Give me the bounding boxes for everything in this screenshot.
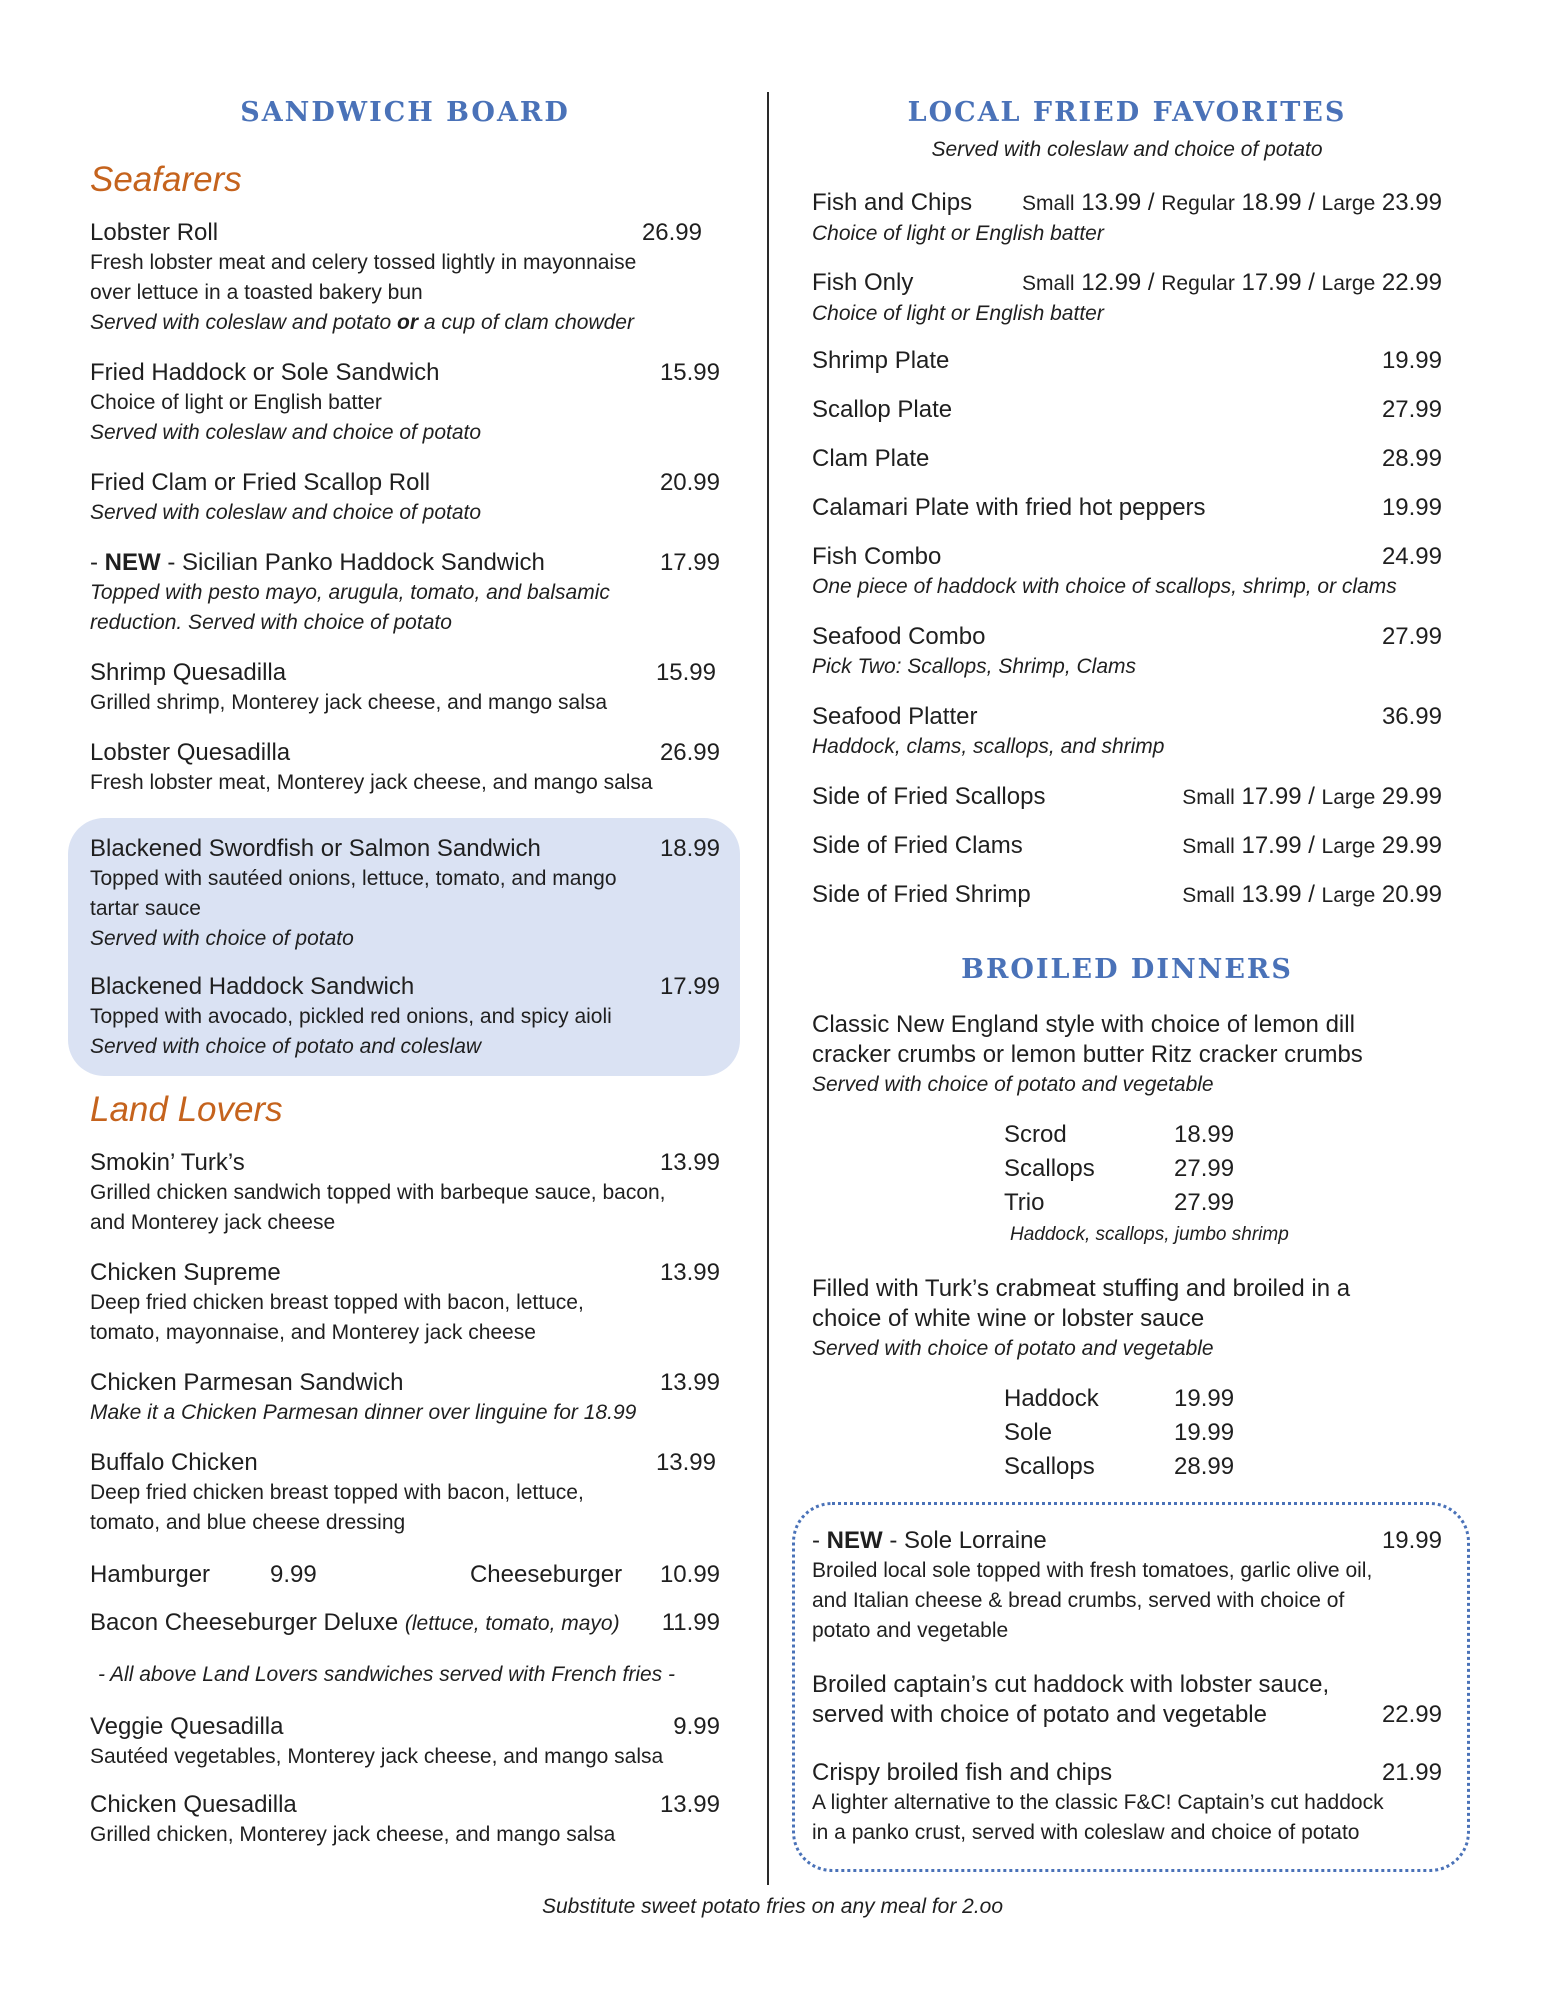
menu-item-side-fried-shrimp — [812, 880, 1442, 911]
menu-item-chicken-quesadilla — [90, 1790, 720, 1850]
menu-item-crispy-broiled-fish — [812, 1758, 1442, 1848]
item-name: Smokin’ Turk’s — [90, 1149, 245, 1176]
menu-item-burgers — [90, 1560, 720, 1590]
menu-item-fish-only — [812, 268, 1442, 329]
item-price: 13.99 — [655, 1449, 716, 1476]
menu-item-clam-plate — [812, 444, 1442, 474]
item-description: Fresh lobster meat and celery tossed lightly in mayonnaise — [90, 251, 637, 274]
item-price: 26.99 — [659, 739, 720, 766]
item-price: 13.99 — [659, 1791, 720, 1818]
item-prices: Small 13.99 / Large 20.99 — [1182, 881, 1442, 908]
trio-note: Haddock, scallops, jumbo shrimp — [1010, 1224, 1289, 1245]
item-name: Buffalo Chicken — [90, 1449, 258, 1476]
cheeseburger-price: 10.99 — [659, 1561, 721, 1588]
item-serving-note: Choice of light or English batter — [812, 302, 1104, 325]
menu-item-blackened-haddock — [90, 972, 720, 1062]
item-serving-note: Choice of light or English batter — [812, 222, 1104, 245]
item-name: Veggie Quesadilla — [90, 1713, 284, 1740]
price-row: Haddock 19.99 — [1004, 1385, 1235, 1412]
broiled-stuffed-description: choice of white wine or lobster sauce — [812, 1305, 1205, 1332]
price-row: Sole 19.99 — [1004, 1419, 1235, 1446]
broiled-stuffed-description: Filled with Turk’s crabmeat stuffing and broiled in a — [812, 1275, 1351, 1302]
section-subtitle: Served with coleslaw and choice of potato — [931, 138, 1323, 161]
item-description: Grilled chicken, Monterey jack cheese, and mango salsa — [90, 1823, 616, 1846]
menu-item-fried-haddock-sandwich — [90, 358, 720, 448]
menu-item-bacon-cheeseburger — [90, 1608, 720, 1639]
item-description: and Italian cheese & bread crumbs, served with choice of — [812, 1589, 1345, 1612]
item-description: and Monterey jack cheese — [90, 1211, 336, 1234]
price-row: Scallops 27.99 — [1004, 1155, 1235, 1182]
menu-item-veggie-quesadilla — [90, 1712, 720, 1772]
item-price: 13.99 — [659, 1259, 720, 1286]
item-price: 20.99 — [659, 469, 720, 496]
item-name: Shrimp Quesadilla — [90, 659, 287, 686]
item-price: 11.99 — [661, 1609, 720, 1636]
item-price: 18.99 — [659, 835, 720, 862]
menu-item-lobster-roll — [90, 218, 720, 338]
item-serving-note: Served with coleslaw and choice of potato — [90, 501, 482, 524]
item-serving-note: Served with choice of potato — [90, 927, 354, 950]
menu-item-seafood-platter — [812, 702, 1442, 762]
item-name: Chicken Quesadilla — [90, 1791, 297, 1818]
item-price: 15.99 — [659, 359, 720, 386]
item-name: Fish and Chips — [812, 189, 973, 216]
item-name: Side of Fried Scallops — [812, 783, 1046, 810]
price-row: Scrod 18.99 — [1004, 1121, 1235, 1148]
item-serving-note: Pick Two: Scallops, Shrimp, Clams — [812, 655, 1137, 678]
item-price: 19.99 — [1381, 347, 1442, 374]
item-serving-note: Served with choice of potato and vegetable — [812, 1073, 1214, 1096]
price-row: Trio 27.99 — [1004, 1189, 1235, 1216]
item-name: Lobster Quesadilla — [90, 739, 291, 766]
menu-item-fish-and-chips — [812, 188, 1442, 249]
subsection-title-seafarers: Seafarers — [90, 160, 242, 199]
item-price: 17.99 — [659, 973, 720, 1000]
item-serving-note: Served with coleslaw and choice of potato — [90, 421, 482, 444]
item-name: Clam Plate — [812, 445, 930, 472]
item-description: over lettuce in a toasted bakery bun — [90, 281, 423, 304]
item-price: 13.99 — [659, 1369, 720, 1396]
item-description: reduction. Served with choice of potato — [90, 611, 452, 634]
item-serving-note: Served with choice of potato and vegetable — [812, 1337, 1214, 1360]
item-description: Grilled shrimp, Monterey jack cheese, and mango salsa — [90, 691, 608, 714]
item-name: Fish Combo — [812, 543, 942, 570]
item-serving-note: Make it a Chicken Parmesan dinner over linguine for 18.99 — [90, 1401, 637, 1424]
item-name: Broiled captain’s cut haddock with lobster sauce, — [812, 1671, 1330, 1698]
column-divider — [767, 92, 769, 1885]
item-prices: Small 17.99 / Large 29.99 — [1182, 783, 1442, 810]
menu-item-blackened-swordfish — [90, 834, 720, 954]
new-badge: NEW — [104, 549, 161, 576]
hamburger-name: Hamburger — [90, 1561, 211, 1588]
item-name: Blackened Swordfish or Salmon Sandwich — [90, 835, 541, 862]
menu-item-side-fried-clams — [812, 831, 1442, 862]
item-prices: Small 13.99 / Regular 18.99 / Large 23.99 — [1022, 189, 1442, 216]
item-price: 36.99 — [1381, 703, 1442, 730]
section-title-local-fried-favorites: LOCAL FRIED FAVORITES — [907, 97, 1347, 128]
item-name: Fried Clam or Fried Scallop Roll — [90, 469, 431, 496]
item-name: served with choice of potato and vegetable — [812, 1701, 1267, 1728]
broiled-classic-description: cracker crumbs or lemon butter Ritz cracker crumbs — [812, 1041, 1363, 1068]
broiled-classic-prices — [1004, 1118, 1234, 1220]
item-description: potato and vegetable — [812, 1619, 1009, 1642]
menu-item-seafood-combo — [812, 622, 1442, 682]
broiled-stuffed-block — [812, 1274, 1442, 1364]
item-price: 24.99 — [1381, 543, 1442, 570]
menu-item-chicken-supreme — [90, 1258, 720, 1348]
item-name: Shrimp Plate — [812, 347, 950, 374]
item-name: Side of Fried Clams — [812, 832, 1023, 859]
menu-item-lobster-quesadilla — [90, 738, 720, 798]
item-description: Fresh lobster meat, Monterey jack cheese, and mango salsa — [90, 771, 653, 794]
item-price: 21.99 — [1381, 1759, 1442, 1786]
item-description: Choice of light or English batter — [90, 391, 382, 414]
item-name: Seafood Combo — [812, 623, 986, 650]
item-serving-note: One piece of haddock with choice of scallops, shrimp, or clams — [812, 575, 1397, 598]
menu-item-fried-clam-roll — [90, 468, 720, 528]
item-prices: Small 12.99 / Regular 17.99 / Large 22.99 — [1022, 269, 1442, 296]
item-price: 27.99 — [1381, 623, 1442, 650]
item-price: 17.99 — [659, 549, 720, 576]
item-description: Topped with sautéed onions, lettuce, tomato, and mango — [90, 867, 617, 890]
item-name: Fish Only — [812, 269, 914, 296]
price-row: Scallops 28.99 — [1004, 1453, 1235, 1480]
item-description: tomato, mayonnaise, and Monterey jack cheese — [90, 1321, 536, 1344]
subsection-title-land-lovers: Land Lovers — [90, 1090, 283, 1129]
menu-item-chicken-parmesan — [90, 1368, 720, 1428]
item-name: Side of Fried Shrimp — [812, 881, 1031, 908]
item-name: Bacon Cheeseburger Deluxe (lettuce, tomato, mayo) — [90, 1609, 620, 1636]
item-description: Grilled chicken sandwich topped with barbeque sauce, bacon, — [90, 1181, 666, 1204]
item-name: - NEW - Sicilian Panko Haddock Sandwich — [90, 549, 545, 576]
menu-item-side-fried-scallops — [812, 782, 1442, 813]
cheeseburger-name: Cheeseburger — [469, 1561, 623, 1588]
item-name: Lobster Roll — [90, 219, 219, 246]
item-description: Deep fried chicken breast topped with bacon, lettuce, — [90, 1291, 584, 1314]
hamburger-price: 9.99 — [269, 1561, 317, 1588]
item-price: 26.99 — [641, 219, 702, 246]
item-price: 22.99 — [1381, 1701, 1442, 1728]
item-description: Deep fried chicken breast topped with bacon, lettuce, — [90, 1481, 584, 1504]
menu-item-fish-combo — [812, 542, 1442, 602]
menu-item-calamari-plate — [812, 493, 1442, 523]
item-serving-note: Served with choice of potato and coleslaw — [90, 1035, 482, 1058]
item-note: (lettuce, tomato, mayo) — [404, 1612, 620, 1635]
item-name: - NEW - Sole Lorraine — [812, 1527, 1047, 1554]
footer-note: Substitute sweet potato fries on any meal for 2.oo — [541, 1895, 1004, 1918]
menu-item-shrimp-quesadilla — [90, 658, 720, 718]
item-price: 13.99 — [659, 1149, 720, 1176]
item-serving-note: Haddock, clams, scallops, and shrimp — [812, 735, 1165, 758]
broiled-stuffed-prices — [1004, 1382, 1234, 1484]
menu-item-shrimp-plate — [812, 346, 1442, 376]
item-description: tartar sauce — [90, 897, 201, 920]
item-name: Fried Haddock or Sole Sandwich — [90, 359, 440, 386]
item-price: 28.99 — [1381, 445, 1442, 472]
menu-item-buffalo-chicken — [90, 1448, 720, 1538]
item-name: Blackened Haddock Sandwich — [90, 973, 415, 1000]
item-price: 15.99 — [655, 659, 716, 686]
broiled-classic-description: Classic New England style with choice of lemon dill — [812, 1011, 1355, 1038]
item-price: 19.99 — [1381, 494, 1442, 521]
item-description: Topped with pesto mayo, arugula, tomato, and balsamic — [90, 581, 610, 604]
item-price: 27.99 — [1381, 396, 1442, 423]
broiled-classic-block — [812, 1010, 1442, 1100]
item-prices: Small 17.99 / Large 29.99 — [1182, 832, 1442, 859]
item-description: tomato, and blue cheese dressing — [90, 1511, 406, 1534]
item-description: Topped with avocado, pickled red onions, and spicy aioli — [90, 1005, 612, 1028]
menu-item-sicilian-panko-haddock — [90, 548, 720, 638]
section-title-sandwich-board: SANDWICH BOARD — [240, 97, 570, 128]
item-name: Crispy broiled fish and chips — [812, 1759, 1113, 1786]
item-price: 19.99 — [1381, 1527, 1442, 1554]
menu-item-captains-cut-haddock — [812, 1670, 1442, 1730]
item-name: Calamari Plate with fried hot peppers — [812, 494, 1206, 521]
item-description: A lighter alternative to the classic F&C! Captain’s cut haddock — [812, 1791, 1384, 1814]
item-name: Seafood Platter — [812, 703, 978, 730]
menu-item-scallop-plate — [812, 395, 1442, 425]
item-description: in a panko crust, served with coleslaw and choice of potato — [812, 1821, 1360, 1844]
item-name: Chicken Supreme — [90, 1259, 281, 1286]
item-description: Sautéed vegetables, Monterey jack cheese, and mango salsa — [90, 1745, 664, 1768]
land-lovers-note: - All above Land Lovers sandwiches served with French fries - — [98, 1663, 675, 1686]
item-serving-note: Served with coleslaw and potato or a cup of clam chowder — [90, 311, 634, 334]
section-title-broiled-dinners: BROILED DINNERS — [961, 954, 1293, 985]
menu-item-smokin-turks — [90, 1148, 720, 1238]
menu-item-sole-lorraine — [812, 1526, 1442, 1646]
item-price: 9.99 — [673, 1713, 720, 1740]
item-description: Broiled local sole topped with fresh tomatoes, garlic olive oil, — [812, 1559, 1373, 1582]
item-name: Scallop Plate — [812, 396, 953, 423]
item-name: Chicken Parmesan Sandwich — [90, 1369, 404, 1396]
new-badge: NEW — [826, 1527, 883, 1554]
